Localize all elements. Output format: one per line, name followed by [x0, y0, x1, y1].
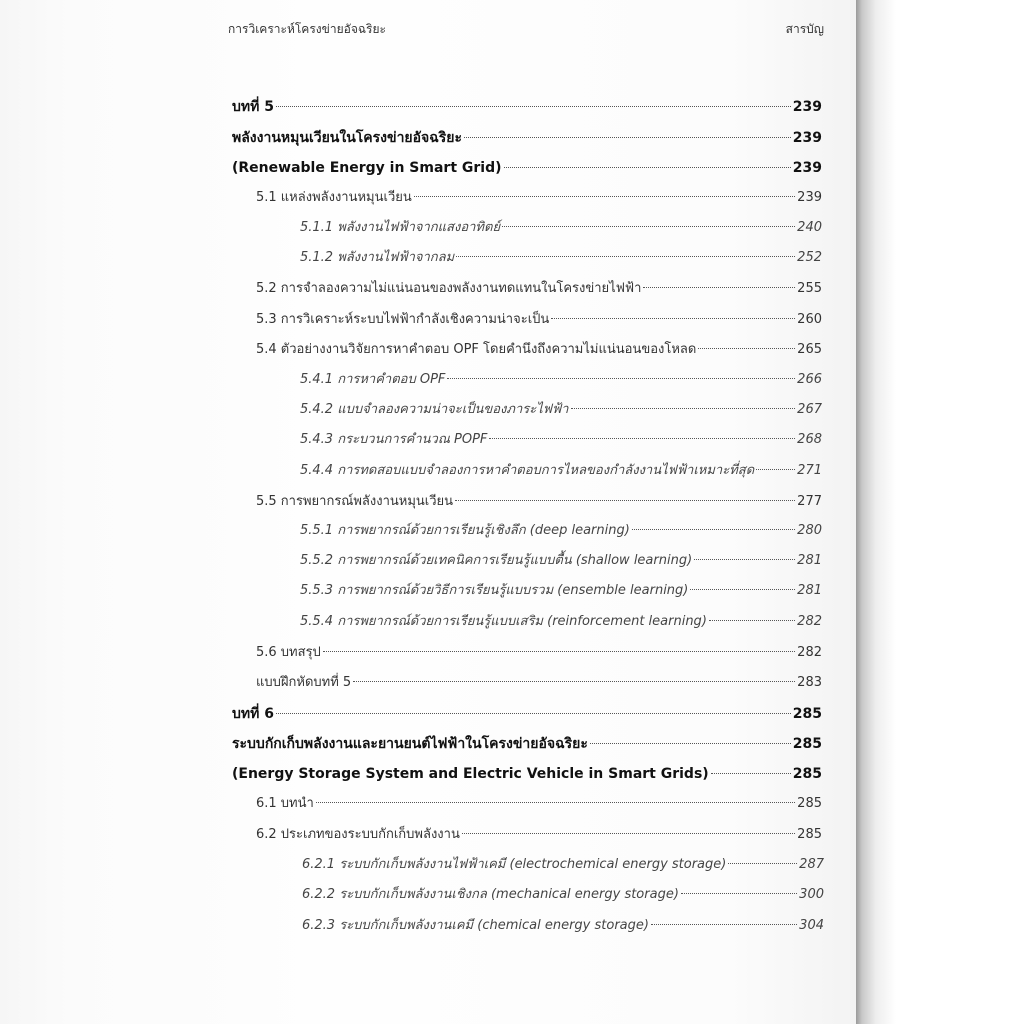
toc-entry-chapter-6-english-title[interactable] [232, 763, 822, 785]
toc-entry-page: 239 [792, 99, 822, 115]
running-header-book-title: การวิเคราะห์โครงข่ายอัจฉริยะ [228, 22, 386, 36]
dot-leader [651, 924, 797, 925]
toc-entry-5-4-3[interactable] [300, 429, 822, 451]
dot-leader [447, 378, 795, 379]
dot-leader [489, 438, 795, 439]
toc-entry-chapter-6[interactable] [232, 703, 822, 725]
toc-entry-5-5[interactable] [256, 491, 822, 513]
toc-entry-label: (Renewable Energy in Smart Grid) [232, 160, 502, 176]
toc-entry-label: 5.4.1 การหาคำตอบ OPF [300, 372, 446, 387]
dot-leader [414, 196, 795, 197]
toc-entry-6-2-3[interactable] [302, 915, 824, 937]
toc-entry-page: 285 [792, 706, 822, 722]
dot-leader [316, 802, 795, 803]
toc-entry-page: 281 [797, 583, 822, 598]
toc-entry-label: 6.2.1 ระบบกักเก็บพลังงานไฟฟ้าเคมี (electrochemical energy storage) [302, 857, 727, 872]
toc-entry-label: 6.2.2 ระบบกักเก็บพลังงานเชิงกล (mechanical energy storage) [302, 887, 679, 902]
dot-leader [681, 893, 797, 894]
toc-entry-page: 285 [792, 766, 822, 782]
toc-entry-page: 283 [797, 675, 822, 690]
dot-leader [464, 137, 791, 138]
dot-leader [502, 226, 795, 227]
toc-entry-label: 5.4.2 แบบจำลองความน่าจะเป็นของภาระไฟฟ้า [300, 402, 569, 417]
toc-entry-page: 267 [797, 402, 822, 417]
toc-entry-5-5-2[interactable] [300, 550, 822, 572]
dot-leader [456, 256, 795, 257]
toc-entry-label: 6.1 บทนำ [256, 796, 314, 811]
running-header-section: สารบัญ [785, 22, 824, 36]
dot-leader [462, 833, 795, 834]
toc-entry-chapter-5[interactable] [232, 96, 822, 118]
toc-entry-label: 5.1 แหล่งพลังงานหมุนเวียน [256, 190, 412, 205]
toc-entry-page: 266 [797, 372, 822, 387]
toc-entry-label: 5.5.4 การพยากรณ์ด้วยการเรียนรู้แบบเสริม (reinforcement learning) [300, 614, 707, 629]
toc-entry-label: 5.1.2 พลังงานไฟฟ้าจากลม [300, 250, 455, 265]
toc-entry-page: 239 [797, 190, 822, 205]
toc-entry-label: (Energy Storage System and Electric Vehicle in Smart Grids) [232, 766, 709, 782]
toc-entry-5-1[interactable] [256, 187, 822, 209]
dot-leader [571, 408, 796, 409]
dot-leader [590, 743, 791, 744]
toc-entry-page: 285 [797, 796, 822, 811]
toc-entry-label: แบบฝึกหัดบทที่ 5 [256, 675, 352, 690]
toc-entry-6-2-1[interactable] [302, 854, 824, 876]
dot-leader [756, 469, 795, 470]
toc-entry-page: 285 [792, 736, 822, 752]
page-edge-shadow [856, 0, 1024, 1024]
dot-leader [711, 773, 791, 774]
toc-entry-page: 300 [799, 887, 824, 902]
toc-entry-5-4-2[interactable] [300, 399, 822, 421]
toc-entry-label: 5.5 การพยากรณ์พลังงานหมุนเวียน [256, 494, 454, 509]
toc-entry-page: 239 [792, 160, 822, 176]
dot-leader [353, 681, 795, 682]
toc-entry-label: 5.6 บทสรุป [256, 645, 321, 660]
toc-entry-5-5-4[interactable] [300, 611, 822, 633]
toc-entry-label: บทที่ 6 [232, 706, 274, 722]
toc-entry-page: 260 [797, 312, 822, 327]
toc-entry-chapter-5-title[interactable] [232, 127, 822, 149]
toc-entry-5-6[interactable] [256, 642, 822, 664]
toc-entry-page: 304 [799, 918, 824, 933]
toc-entry-5-4-1[interactable] [300, 369, 822, 391]
dot-leader [276, 106, 791, 107]
toc-entry-6-1[interactable] [256, 793, 822, 815]
toc-entry-label: 6.2.3 ระบบกักเก็บพลังงานเคมี (chemical energy storage) [302, 918, 649, 933]
toc-entry-page: 271 [797, 463, 822, 478]
toc-entry-page: 282 [797, 645, 822, 660]
toc-entry-page: 255 [797, 281, 822, 296]
dot-leader [690, 589, 795, 590]
dot-leader [323, 651, 795, 652]
dot-leader [698, 348, 795, 349]
toc-entry-label: 5.1.1 พลังงานไฟฟ้าจากแสงอาทิตย์ [300, 220, 501, 235]
toc-entry-page: 277 [797, 494, 822, 509]
toc-entry-5-1-1[interactable] [300, 217, 822, 239]
toc-entry-chapter-6-title[interactable] [232, 733, 822, 755]
toc-entry-5-2[interactable] [256, 278, 822, 300]
toc-entry-5-4-4[interactable] [300, 460, 822, 482]
toc-entry-label: 5.4.3 กระบวนการคำนวณ POPF [300, 432, 488, 447]
dot-leader [694, 559, 795, 560]
toc-entry-label: 5.5.3 การพยากรณ์ด้วยวิธีการเรียนรู้แบบรวม (ensemble learning) [300, 583, 689, 598]
toc-entry-label: พลังงานหมุนเวียนในโครงข่ายอัจฉริยะ [232, 130, 463, 146]
toc-entry-6-2-2[interactable] [302, 884, 824, 906]
toc-entry-label: บทที่ 5 [232, 99, 274, 115]
dot-leader [728, 863, 797, 864]
toc-entry-page: 252 [797, 250, 822, 265]
toc-entry-page: 268 [797, 432, 822, 447]
toc-entry-6-2[interactable] [256, 824, 822, 846]
toc-entry-page: 281 [797, 553, 822, 568]
toc-entry-label: 5.4.4 การทดสอบแบบจำลองการหาคำตอบการไหลของกำลังงานไฟฟ้าเหมาะที่สุด [300, 463, 755, 478]
dot-leader [643, 287, 795, 288]
dot-leader [276, 713, 791, 714]
dot-leader [455, 500, 795, 501]
dot-leader [551, 318, 795, 319]
toc-entry-exercises-5[interactable] [256, 672, 822, 694]
toc-entry-5-5-1[interactable] [300, 520, 822, 542]
dot-leader [632, 529, 795, 530]
toc-entry-page: 287 [799, 857, 824, 872]
toc-entry-page: 239 [792, 130, 822, 146]
toc-entry-label: 6.2 ประเภทของระบบกักเก็บพลังงาน [256, 827, 460, 842]
toc-entry-label: 5.5.2 การพยากรณ์ด้วยเทคนิคการเรียนรู้แบบตื้น (shallow learning) [300, 553, 693, 568]
toc-entry-page: 265 [797, 342, 822, 357]
toc-entry-page: 282 [797, 614, 822, 629]
toc-entry-label: 5.3 การวิเคราะห์ระบบไฟฟ้ากำลังเชิงความน่าจะเป็น [256, 312, 550, 327]
toc-entry-label: 5.5.1 การพยากรณ์ด้วยการเรียนรู้เชิงลึก (deep learning) [300, 523, 630, 538]
toc-entry-page: 280 [797, 523, 822, 538]
toc-entry-chapter-5-english-title[interactable] [232, 157, 822, 179]
toc-entry-label: ระบบกักเก็บพลังงานและยานยนต์ไฟฟ้าในโครงข่ายอัจฉริยะ [232, 736, 588, 752]
dot-leader [504, 167, 791, 168]
toc-entry-5-5-3[interactable] [300, 580, 822, 602]
toc-entry-label: 5.2 การจำลองความไม่แน่นอนของพลังงานทดแทนในโครงข่ายไฟฟ้า [256, 281, 642, 296]
toc-entry-5-4[interactable] [256, 339, 822, 361]
toc-entry-page: 285 [797, 827, 822, 842]
dot-leader [709, 620, 795, 621]
toc-entry-5-3[interactable] [256, 309, 822, 331]
toc-entry-label: 5.4 ตัวอย่างงานวิจัยการหาคำตอบ OPF โดยคำนึงถึงความไม่แน่นอนของโหลด [256, 342, 697, 357]
toc-entry-5-1-2[interactable] [300, 247, 822, 269]
toc-entry-page: 240 [797, 220, 822, 235]
